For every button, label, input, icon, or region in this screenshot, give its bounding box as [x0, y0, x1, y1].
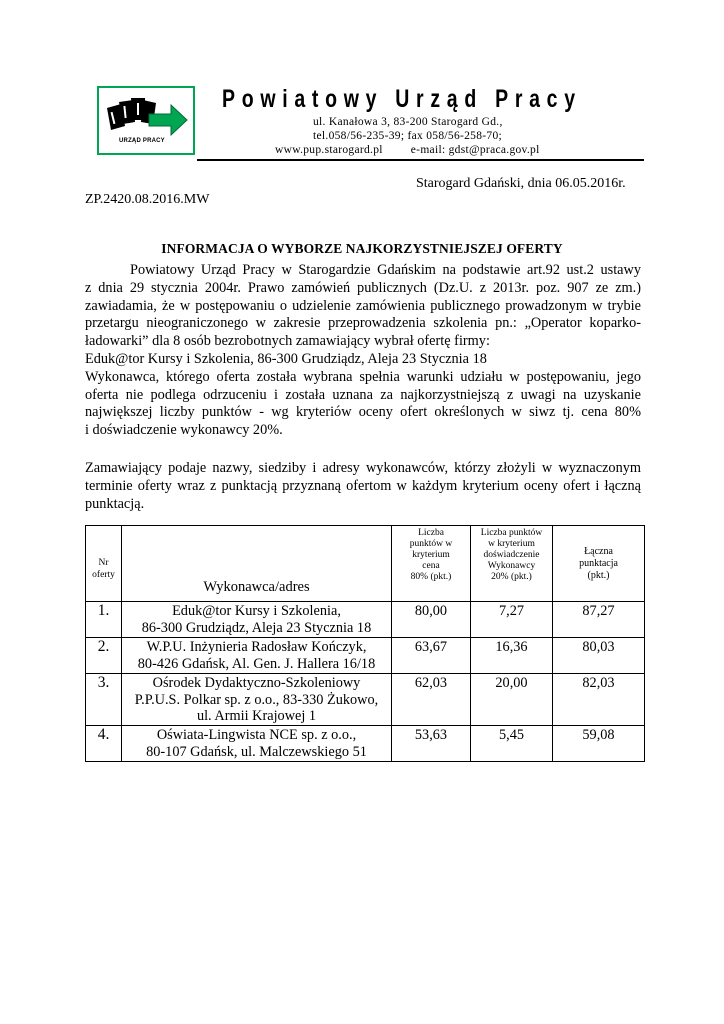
cell-experience-points: 20,00	[471, 674, 553, 726]
header-total-points: Łączna punktacja (pkt.)	[553, 526, 645, 602]
address-line-1: ul. Kanałowa 3, 83-200 Starogard Gd.,	[313, 116, 503, 128]
website-link[interactable]: www.pup.starogard.pl	[275, 144, 383, 156]
header-price-points: Liczba punktów w kryterium cena 80% (pkt.)	[392, 526, 471, 602]
cell-nr: 1.	[86, 602, 122, 638]
paragraph-line: Powiatowy Urząd Pracy w Starogardzie Gdańskim na podstawie art.92 ust.2 ustawy	[130, 262, 641, 278]
address-line-2: tel.058/56-235-39; fax 058/56-258-70;	[313, 130, 503, 142]
cell-experience-points: 5,45	[471, 726, 553, 762]
paragraph-line: punktacją.	[85, 495, 145, 512]
header-contractor: Wykonawca/adres	[122, 526, 392, 602]
logo	[97, 86, 195, 155]
header-divider	[197, 159, 644, 161]
cell-experience-points: 16,36	[471, 638, 553, 674]
table-row	[86, 726, 645, 762]
cell-total-points: 87,27	[553, 602, 645, 638]
cell-nr: 4.	[86, 726, 122, 762]
paragraph-line: Zamawiający podaje nazwy, siedziby i adresy wykonawców, którzy złożyli w wyznaczonym	[85, 460, 641, 476]
reference-number: ZP.2420.08.2016.MW	[85, 192, 210, 207]
cell-contractor: Eduk@tor Kursy i Szkolenia, 86-300 Grudziądz, Aleja 23 Stycznia 18	[122, 602, 392, 638]
cell-nr: 2.	[86, 638, 122, 674]
table-row	[86, 638, 645, 674]
email-link[interactable]: e-mail: gdst@praca.gov.pl	[410, 144, 540, 156]
table-header-row	[86, 526, 645, 602]
paragraph-line: zawiadamia, że w postępowaniu o udzielenie zamówienia publicznego prowadzonym w trybie	[85, 297, 641, 314]
cell-total-points: 82,03	[553, 674, 645, 726]
paragraph-line: przetargu nieograniczonego w zakresie przeprowadzenia szkolenia pn.: „Operator koparko-	[85, 315, 641, 332]
contact-line	[275, 144, 540, 156]
cell-nr: 3.	[86, 674, 122, 726]
paragraph-line: Wykonawca, którego oferta została wybrana spełnia warunki udziału w postępowaniu, jego	[85, 368, 641, 385]
offers-table	[85, 525, 645, 762]
paragraph-summary	[85, 460, 641, 513]
paragraph-line: ładowarki” dla 8 osób bezrobotnych zamawiający wybrał ofertę firmy:	[85, 333, 490, 350]
organization-name: Powiatowy Urząd Pracy	[222, 85, 582, 113]
cell-price-points: 53,63	[392, 726, 471, 762]
header-nr: Nr oferty	[86, 526, 122, 602]
paragraph-line: z dnia 29 stycznia 2004r. Prawo zamówień publicznych (Dz.U. z 2013r. poz. 907 ze zm.)	[85, 279, 641, 296]
table-row	[86, 674, 645, 726]
cell-price-points: 80,00	[392, 602, 471, 638]
table-row	[86, 602, 645, 638]
cell-total-points: 59,08	[553, 726, 645, 762]
cell-contractor: W.P.U. Inżynieria Radosław Kończyk, 80-426 Gdańsk, Al. Gen. J. Hallera 16/18	[122, 638, 392, 674]
paragraph-line: oferta nie podlega odrzuceniu i została uznana za najkorzystniejszą z uwagi na uzyskanie	[85, 386, 641, 403]
header-experience-points: Liczba punktów w kryterium doświadczenie Wykonawcy 20% (pkt.)	[471, 526, 553, 602]
paragraph-line: terminie oferty wraz z punktacją przyznaną ofertom w każdym kryterium oceny ofert i łączną	[85, 477, 641, 494]
cell-price-points: 62,03	[392, 674, 471, 726]
paragraph-line: największej liczby punktów - wg kryteriów oceny ofert określonych w siwz tj. cena 80%	[85, 404, 641, 421]
document-title: INFORMACJA O WYBORZE NAJKORZYSTNIEJSZEJ OFERTY	[161, 241, 563, 256]
cell-contractor: Ośrodek Dydaktyczno-Szkoleniowy P.P.U.S. Polkar sp. z o.o., 83-330 Żukowo, ul. Armii Krajowej 1	[122, 674, 392, 726]
cell-total-points: 80,03	[553, 638, 645, 674]
place-date: Starogard Gdański, dnia 06.05.2016r.	[416, 176, 626, 191]
paragraph-line: i doświadczenie wykonawcy 20%.	[85, 422, 283, 439]
logo-caption: URZĄD PRACY	[119, 138, 165, 144]
paragraph-main	[85, 262, 641, 440]
cell-contractor: Oświata-Lingwista NCE sp. z o.o., 80-107 Gdańsk, ul. Malczewskiego 51	[122, 726, 392, 762]
cell-experience-points: 7,27	[471, 602, 553, 638]
paragraph-line: Eduk@tor Kursy i Szkolenia, 86-300 Grudziądz, Aleja 23 Stycznia 18	[85, 350, 487, 367]
cell-price-points: 63,67	[392, 638, 471, 674]
